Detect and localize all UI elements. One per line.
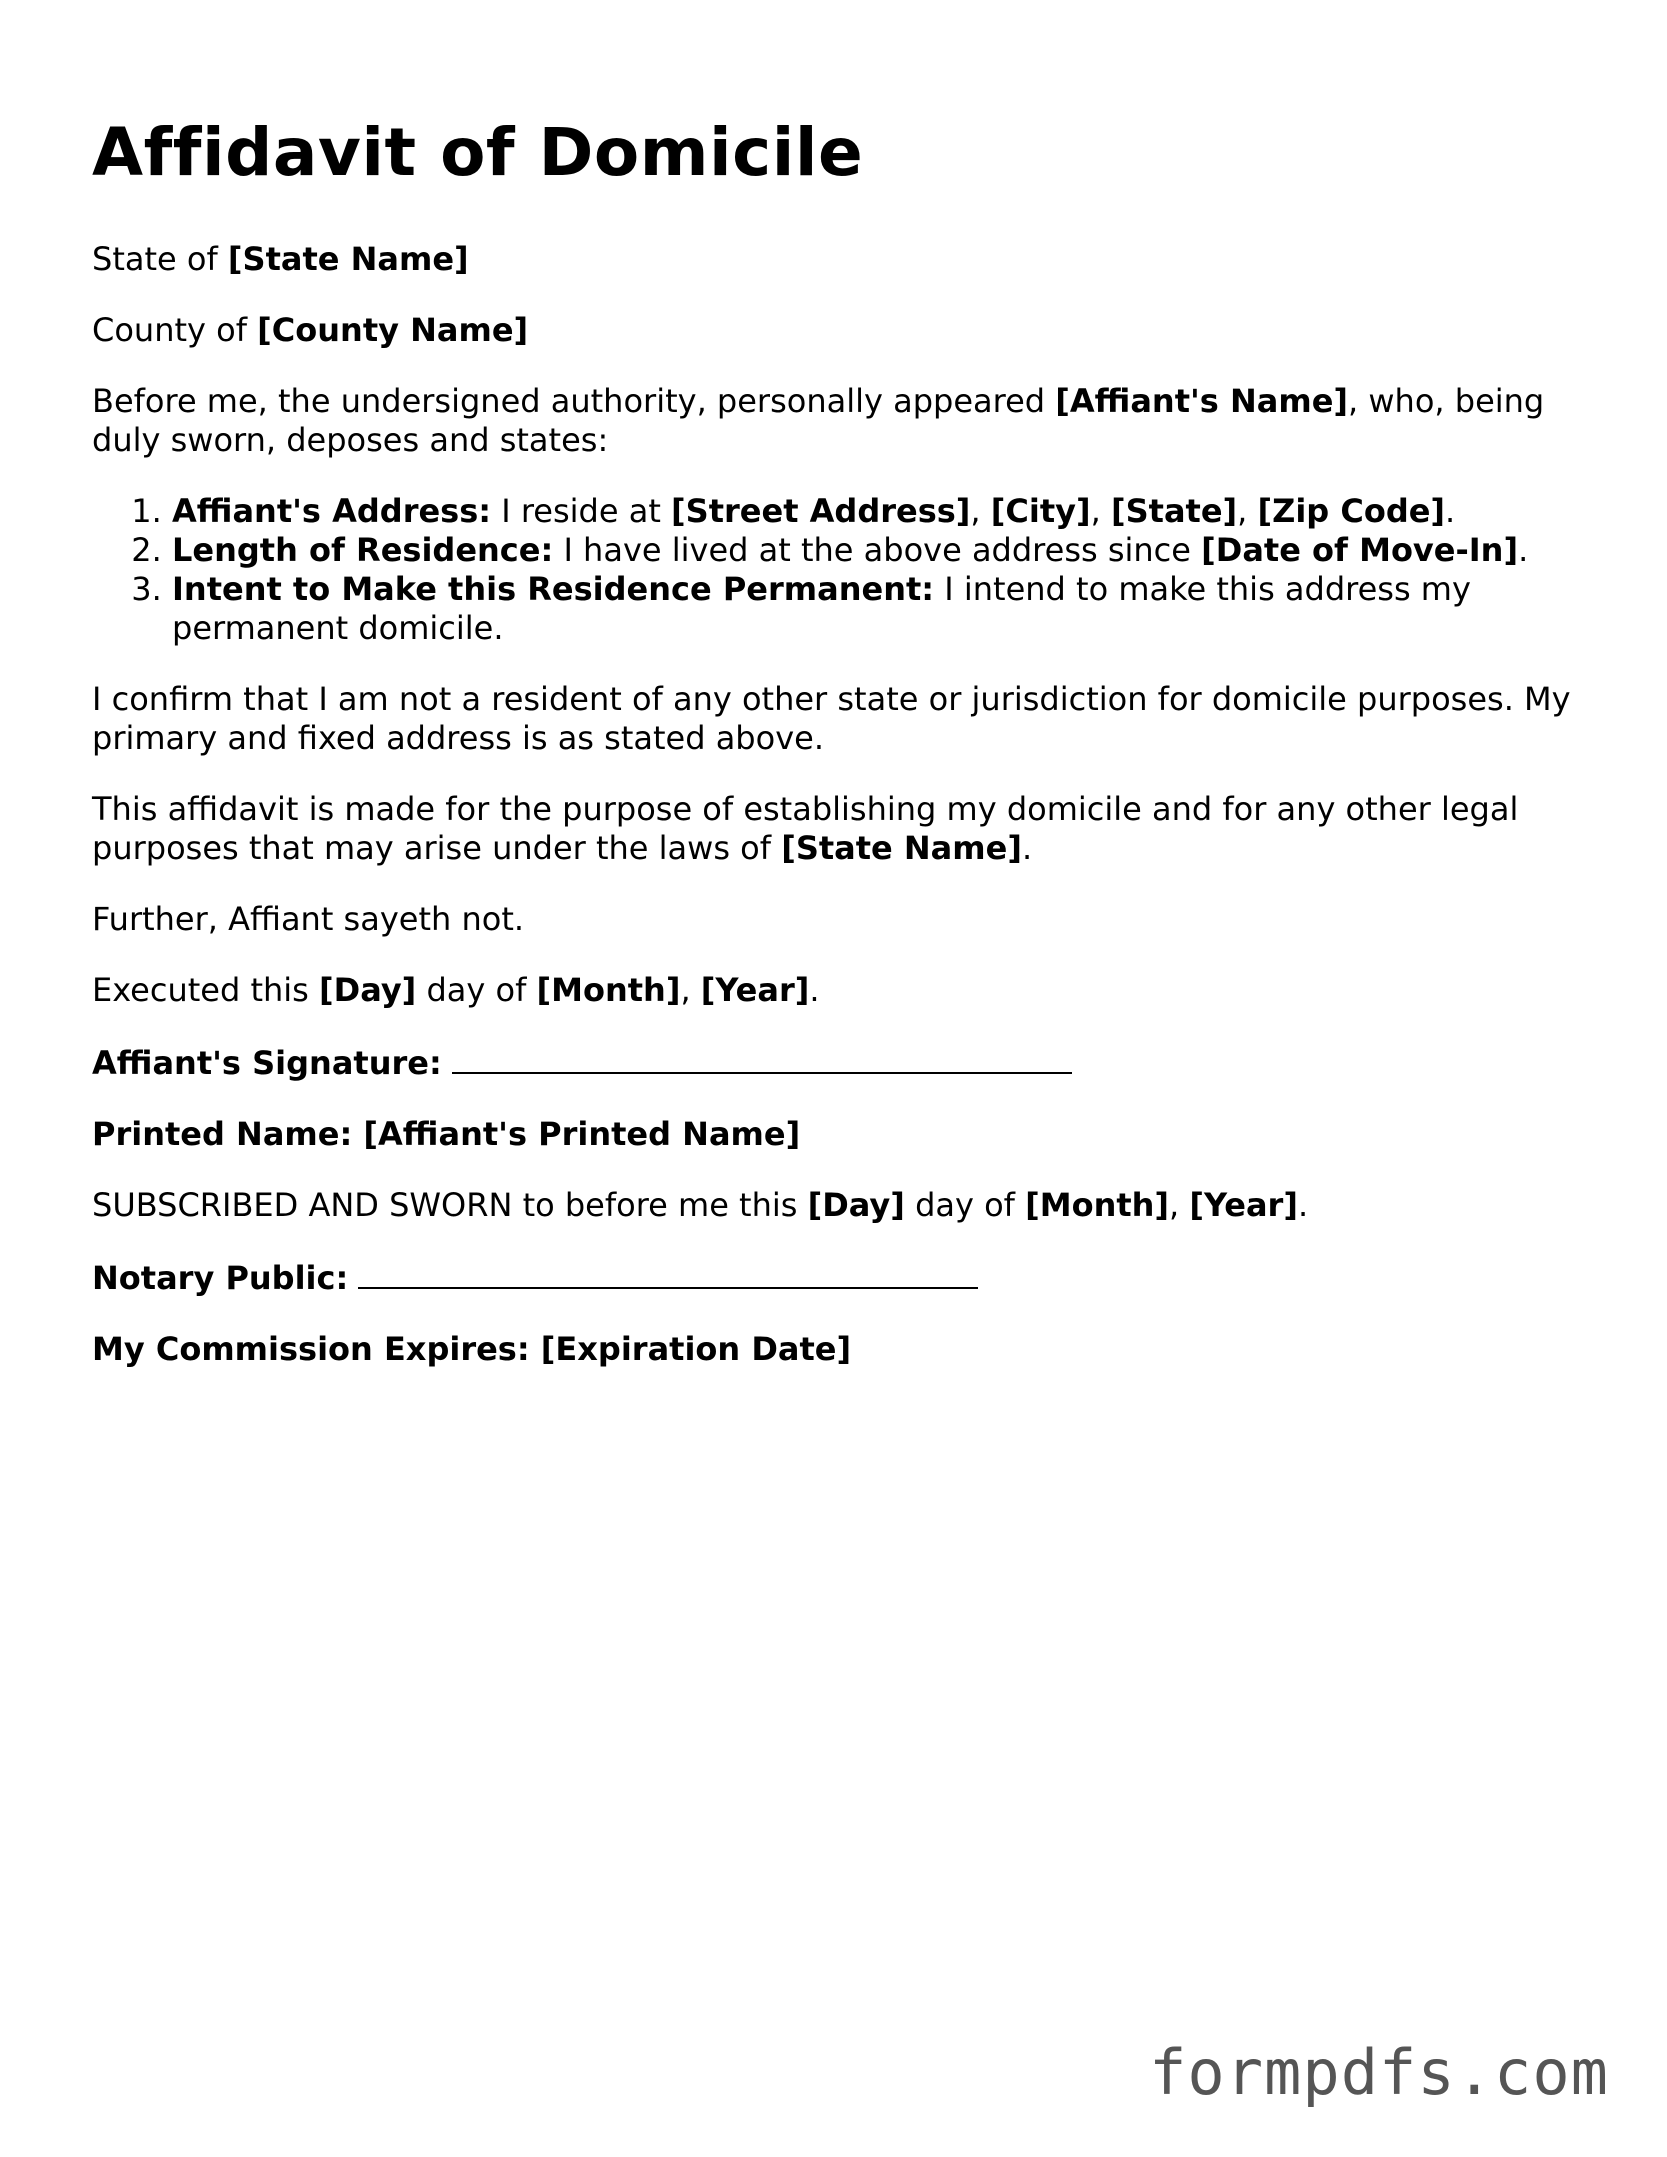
executed-text: day of: [416, 971, 537, 1009]
city-placeholder: [City]: [990, 492, 1091, 530]
punctuation: .: [1518, 531, 1529, 569]
affiant-name-placeholder: [Affiant's Name]: [1055, 382, 1349, 420]
watermark: formpdfs.com: [1149, 2036, 1609, 2109]
intro-text: Before me, the undersigned authority, personally appeared: [92, 382, 1056, 420]
notary-signature-field[interactable]: [358, 1257, 978, 1289]
street-placeholder: [Street Address]: [671, 492, 971, 530]
county-line: [92, 311, 1592, 350]
county-placeholder: [County Name]: [257, 311, 529, 349]
commission-line: [92, 1330, 1592, 1369]
county-label: County of: [92, 311, 258, 349]
notary-line: [92, 1257, 1592, 1298]
punctuation: .: [1297, 1186, 1309, 1224]
punctuation: .: [1021, 829, 1033, 867]
separator: ,: [1169, 1186, 1190, 1224]
confirm-paragraph: I confirm that I am not a resident of any other state or jurisdiction for domicile purposes. My primary and fixed address is as stated above.: [92, 680, 1571, 757]
separator: ,: [1090, 492, 1111, 530]
punctuation: .: [1445, 492, 1456, 530]
commission-label: My Commission Expires: [Expiration Date]: [92, 1330, 852, 1368]
purpose-paragraph: [92, 790, 1592, 868]
sworn-text: SUBSCRIBED AND SWORN to before me this: [92, 1186, 808, 1224]
intro-paragraph: [92, 382, 1592, 460]
list-item-heading: Intent to Make this Residence Permanent:: [172, 570, 935, 608]
punctuation: .: [809, 971, 820, 1009]
document-title: Affidavit of Domicile: [92, 114, 864, 191]
affiant-signature-field[interactable]: [452, 1042, 1072, 1074]
list-item-heading: Affiant's Address:: [172, 492, 492, 530]
executed-text: Executed this: [92, 971, 320, 1009]
year-placeholder: [Year]: [700, 971, 810, 1009]
printed-name-line: [92, 1115, 1592, 1154]
notary-label: Notary Public:: [92, 1259, 349, 1297]
list-item-intent: [172, 570, 1592, 648]
affiant-signature-line: [92, 1042, 1592, 1083]
state-line: [92, 240, 1592, 279]
intro-text-end: , who, being duly sworn, deposes and states:: [92, 382, 1545, 459]
sworn-text: day of: [904, 1186, 1026, 1224]
state-placeholder: [State Name]: [227, 240, 469, 278]
month-placeholder: [Month]: [1025, 1186, 1170, 1224]
day-placeholder: [Day]: [807, 1186, 905, 1224]
list-item-heading: Length of Residence:: [172, 531, 554, 569]
move-in-date-placeholder: [Date of Move-In]: [1201, 531, 1519, 569]
separator: ,: [680, 971, 701, 1009]
executed-line: [92, 971, 1592, 1010]
list-item-residence-length: [172, 531, 1592, 570]
list-item-text: I reside at: [491, 492, 672, 530]
list-item-text: I have lived at the above address since: [553, 531, 1202, 569]
month-placeholder: [Month]: [536, 971, 681, 1009]
separator: ,: [1237, 492, 1258, 530]
further-paragraph: Further, Affiant sayeth not.: [92, 900, 525, 938]
zip-placeholder: [Zip Code]: [1257, 492, 1446, 530]
sworn-line: [92, 1186, 1592, 1225]
purpose-text: This affidavit is made for the purpose of establishing my domicile and for any other legal purposes that may arise under the laws of: [92, 790, 1519, 867]
list-item-address: [172, 492, 1592, 531]
state-label: State of: [92, 240, 228, 278]
day-placeholder: [Day]: [319, 971, 417, 1009]
printed-name-label: Printed Name: [Affiant's Printed Name]: [92, 1115, 801, 1153]
document-page: [92, 108, 1592, 1401]
statements-list: [92, 492, 1592, 648]
state-placeholder: [State Name]: [781, 829, 1022, 867]
separator: ,: [970, 492, 991, 530]
state-placeholder: [State]: [1110, 492, 1238, 530]
affiant-signature-label: Affiant's Signature:: [92, 1044, 442, 1082]
list-item-text: I intend to make this address my permanent domicile.: [172, 570, 1471, 647]
year-placeholder: [Year]: [1189, 1186, 1298, 1224]
